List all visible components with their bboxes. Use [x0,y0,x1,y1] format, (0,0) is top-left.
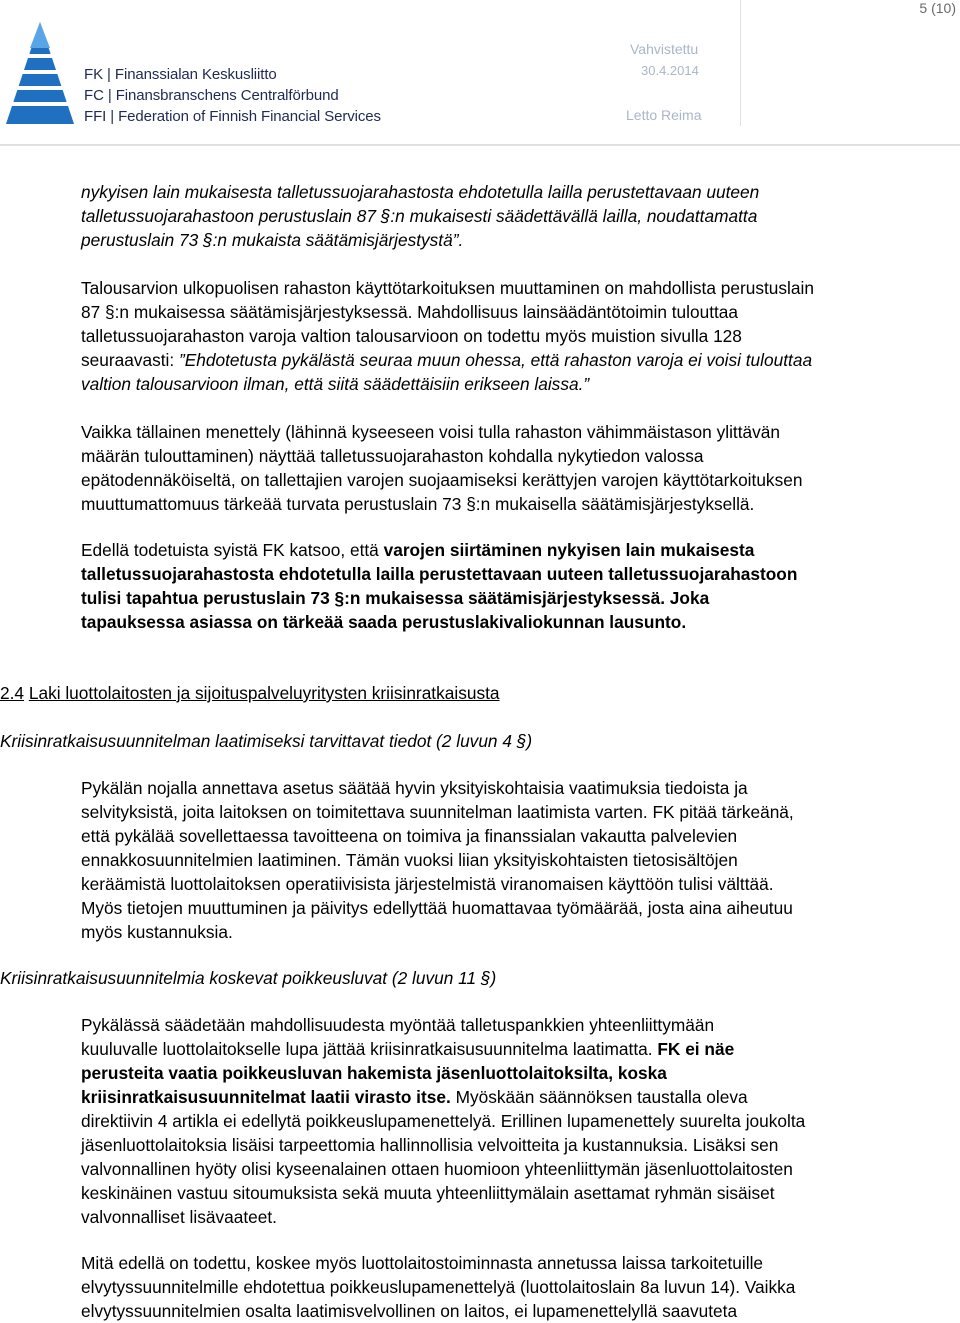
bold-text: perusteita vaatia poikkeusluvan hakemista jäsenluottolaitoksilta, koska [81,1063,667,1083]
bold-text: varojen siirtäminen nykyisen lain mukaisesta [383,540,755,560]
approved-date: 30.4.2014 [641,63,699,78]
text-line: keskinäinen vastuu sitoumuksista sekä muuta yhteenliittymälain asettamat ryhmän sisäiset [81,1183,775,1203]
text-line: Vaikka tällainen menettely (lähinnä kyseeseen voisi tulla rahaston vähimmäistason ylittävän [81,422,780,442]
text-line: talletussuojarahaston varoja valtion talousarvioon on todettu myös muistion sivulla 128 [81,326,742,346]
paragraph-exemptions [81,1013,956,1229]
text-line: selvityksistä, joita laitoksen on toimitettava suunnitelman laatimista varten. FK pitää tärkeänä, [81,802,794,822]
fk-logo [0,18,400,128]
text-line [81,348,956,372]
section-heading [0,681,875,705]
subheading-resolution-plan-info: Kriisinratkaisusuunnitelman laatimiseksi tarvittavat tiedot (2 luvun 4 §) [0,731,533,751]
bold-text: tapauksessa asiassa on tärkeää saada perustuslakivaliokunnan lausunto. [81,612,687,632]
text-line: että pykälää sovellettaessa tavoitteena on toimiva ja finanssialan vakautta palvelevien [81,826,738,846]
text-line: epätodennäköiseltä, on tallettajien varojen suojaamiseksi kerättyjen varojen käyttötarkoituksen [81,470,803,490]
bold-text: FK ei näe [657,1039,735,1059]
text-line [81,538,956,562]
text-line: direktiivin 4 artikla ei edellytä poikkeuslupamenettelyä. Erillinen lupamenettely suurelta joukolta [81,1111,806,1131]
subheading-exemptions: Kriisinratkaisusuunnitelmia koskevat poikkeusluvat (2 luvun 11 §) [0,968,497,988]
triangle-logo-icon [0,18,80,128]
text-line [81,1085,956,1109]
text-run: seuraavasti: [81,350,179,370]
paragraph-recovery-plans [81,1251,956,1323]
text-line: määrän tulouttaminen) näyttää talletussuojarahaston kohdalla nykytiedon valossa [81,446,704,466]
quoted-text: valtion talousarvioon ilman, että siitä säädettäisiin erikseen laissa.” [81,374,590,394]
header-divider [0,144,960,146]
text-line: nykyisen lain mukaisesta talletussuojarahastosta ehdotetulla lailla perustettavaan uuteen [81,182,760,202]
bold-text: tulisi tapahtua perustuslain 73 §:n mukaisessa säätämisjärjestyksessä. Joka [81,588,710,608]
text-line: Mitä edellä on todettu, koskee myös luottolaitostoiminnasta annetussa laissa tarkoitetuille [81,1253,764,1273]
text-line: ennakkosuunnitelmien laatiminen. Tämän vuoksi liian yksityiskohtaisten tietosisältöjen [81,850,738,870]
text-run: Edellä todetuista syistä FK katsoo, että [81,540,384,560]
text-line: elvytyssuunnitelmien osalta laatimisvelvollinen on laitos, ei lupamenettelyllä saavuteta [81,1301,738,1321]
text-line: muuttumattomuus tärkeää turvata perustuslain 73 §:n mukaisella säätämisjärjestyksellä. [81,494,755,514]
text-line: jäsenluottolaitoksia lisäisi tarpeettomia hallinnollisia velvoitteita ja kustannuksia. Lisäksi sen [81,1135,779,1155]
text-line [81,1037,956,1061]
text-run: Myöskään säännöksen taustalla oleva [450,1087,748,1107]
logo-line-fc: FC | Finansbranschens Centralförbund [84,87,339,104]
text-line: myös kustannuksia. [81,922,233,942]
section-number: 2.4 [0,683,25,703]
text-line: keräämistä luottolaitoksen operatiivisista järjestelmistä viranomaisen käyttöön tulisi välttää. [81,874,774,894]
text-line: valvonnallinen hyöty olisi kyseenalainen ottaen huomioon yhteenliittymän jäsenluottolaitosten [81,1159,793,1179]
text-run: kuuluvalle luottolaitokselle lupa jättää kriisinratkaisusuunnitelma laatimatta. [81,1039,658,1059]
text-line: valvonnalliset lisävaateet. [81,1207,277,1227]
paragraph-quote-continuation [81,180,956,252]
text-line: Pykälän nojalla annettava asetus säätää hyvin yksityiskohtaisia vaatimuksia tiedoista ja [81,778,748,798]
text-line: perustuslain 73 §:n mukaista säätämisjärjestystä”. [81,230,464,250]
approved-label: Vahvistettu [630,41,699,57]
bold-text: talletussuojarahastosta ehdotetulla lailla perustettavaan uuteen talletussuojarahastoon [81,564,798,584]
text-line: elvytyssuunnitelmille ehdotettua poikkeuslupamenettelyä (luottolaitoslain 8a luvun 14). Vaikka [81,1277,796,1297]
paragraph-procedure [81,420,956,516]
text-line: Myös tietojen muuttuminen ja päivitys edellyttää huomattavaa työmäärää, josta aina aiheutuu [81,898,793,918]
text-line: 87 §:n mukaisessa säätämisjärjestyksessä. Mahdollisuus lainsäädäntötoimin tulouttaa [81,302,739,322]
text-line: Pykälässä säädetään mahdollisuudesta myöntää talletuspankkien yhteenliittymään [81,1015,715,1035]
section-title: Laki luottolaitosten ja sijoituspalveluyritysten kriisinratkaisusta [28,683,500,703]
text-line: Talousarvion ulkopuolisen rahaston käyttötarkoituksen muuttaminen on mahdollista perustuslain [81,278,814,298]
bold-text: kriisinratkaisusuunnitelmat laatii virasto itse. [81,1087,451,1107]
logo-line-ffi: FFI | Federation of Finnish Financial Services [84,108,381,125]
paragraph-conclusion [81,538,956,634]
page-number: 5 (10) [919,0,956,16]
header-divider-vertical [740,0,741,126]
logo-line-fk: FK | Finanssialan Keskusliitto [84,66,277,83]
approved-by: Letto Reima [626,107,702,123]
paragraph-budget [81,276,956,396]
paragraph-regulation [81,776,956,944]
text-line: talletussuojarahastoon perustuslain 87 §:n mukaisesti säädettävällä lailla, noudattamatta [81,206,758,226]
quoted-text: ”Ehdotetusta pykälästä seuraa muun ohessa, että rahaston varoja ei voisi tulouttaa [178,350,813,370]
